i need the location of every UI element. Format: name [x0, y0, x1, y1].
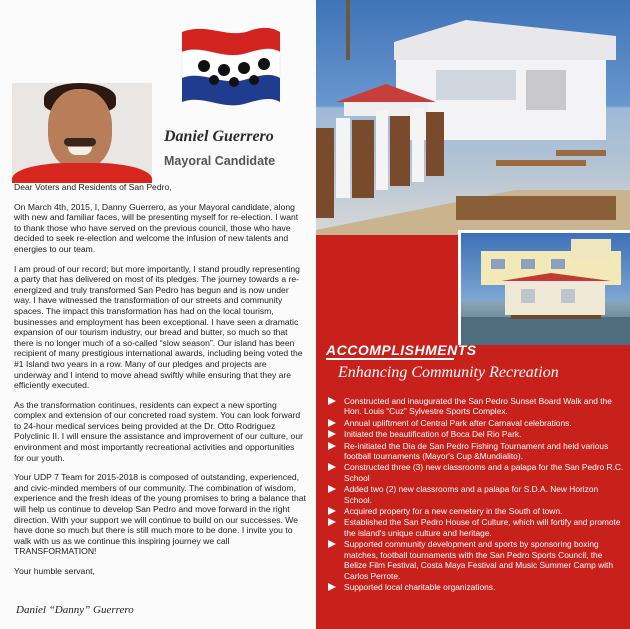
house-of-culture-photo [458, 230, 630, 345]
letter-paragraph: Your UDP 7 Team for 2015-2018 is composed of outstanding, experienced, and civic-minded members of our community. The combination of wisdom, experience and the fresh ideas of the young promises to bring a balance that will help us continue to develop San Pedro and move forward in the right direction. With your support we will continue to build on our successes. We have done so much but there is still much more to be done. I invite you to walk with us as we continue this inspiring journey we call TRANSFORMATION! [14, 472, 306, 557]
list-item: Annual upliftment of Central Park after Carnaval celebrations. [326, 418, 624, 428]
candidate-title: Mayoral Candidate [164, 154, 276, 168]
accomplishments-list [326, 396, 624, 593]
accomplishments-subheading: Enhancing Community Recreation [338, 364, 559, 381]
letter-paragraph: I am proud of our record; but more importantly, I stand proudly representing a party that has delivered on most of its pledges. The journey towards a re-energized and truly transformed San Pedro has begun and is now under way. I have witnessed the transformation of our streets and community spaces. The impact this transformation has had on the local tourism, businesses and employment has been exceptional. I have seen a dramatic expansion of our tourism industry, our bread and butter, so much so that there is no longer much of a so-called “slow season”. Our island has been recipient of many prestigious international awards, including being voted the #1 Island two years in a row. Many of our pledges and projects are underway and I intend to move ahead swiftly while ensuring that they are efficiently executed. [14, 263, 303, 391]
arrow-bullet-icon [328, 507, 336, 515]
arrow-bullet-icon [328, 485, 336, 493]
heading-underline [326, 358, 454, 360]
list-item: Acquired property for a new cemetery in the South of town. [326, 506, 624, 516]
arrow-bullet-icon [328, 419, 336, 427]
accomplishments-heading: ACCOMPLISHMENTS [326, 342, 477, 358]
accomplishments-panel [316, 0, 630, 629]
list-item: Constructed and inaugurated the San Pedro Sunset Board Walk and the Hon. Louis “Cuz” Sylvestre Sports Complex. [326, 396, 624, 417]
arrow-bullet-icon [328, 397, 336, 405]
boardwalk-photo [316, 0, 630, 235]
party-flag-logo [178, 22, 282, 110]
list-item: Supported community development and sports by sponsoring boxing matches, football tournaments with the San Pedro Sports Council, the Belize Film Festival, Costa Maya Festival and Music Summer Camp with Carlos Perrote. [326, 539, 624, 581]
list-item: Constructed three (3) new classrooms and a palapa for the San Pedro R.C. School [326, 462, 624, 483]
list-item: Initiated the beautification of Boca Del Rio Park. [326, 429, 624, 439]
list-item: Supported local charitable organizations. [326, 582, 624, 592]
letter-salutation: Dear Voters and Residents of San Pedro, [14, 182, 172, 192]
letter-paragraph: On March 4th, 2015, I, Danny Guerrero, as your Mayoral candidate, along with new and familiar faces, will be presenting myself for re-election. I want to thank those who have served on the previous council, those who have decided to seek re-election and welcome the infusion of new talents and energies to our team. [14, 201, 299, 254]
letter-closing: Your humble servant, [14, 566, 95, 576]
list-item: Added two (2) new classrooms and a palapa for S.D.A. New Horizon School. [326, 484, 624, 505]
arrow-bullet-icon [328, 540, 336, 548]
letter-body [14, 182, 306, 586]
candidate-name: Daniel Guerrero [164, 128, 274, 145]
letter-paragraph: As the transformation continues, residents can expect a new sporting complex and extension of our concreted road system. You can look forward to 24-hour medical services being provided at the Dr. Otto Rodriguez Polyclinic II. I will ensure the assistance and improvement of our culture, our environment and most importantly recreational activities and opportunities for our youth. [14, 399, 303, 463]
arrow-bullet-icon [328, 518, 336, 526]
candidate-portrait [12, 83, 152, 183]
arrow-bullet-icon [328, 463, 336, 471]
arrow-bullet-icon [328, 583, 336, 591]
arrow-bullet-icon [328, 430, 336, 438]
signature: Daniel “Danny” Guerrero [16, 604, 134, 616]
list-item: Re-initiated the Dia de San Pedro Fishing Tournament and held various football tournaments (Mayor's Cup &Mundialito). [326, 441, 624, 462]
list-item: Established the San Pedro House of Culture, which will fortify and promote the island's unique culture and heritage. [326, 517, 624, 538]
arrow-bullet-icon [328, 442, 336, 450]
